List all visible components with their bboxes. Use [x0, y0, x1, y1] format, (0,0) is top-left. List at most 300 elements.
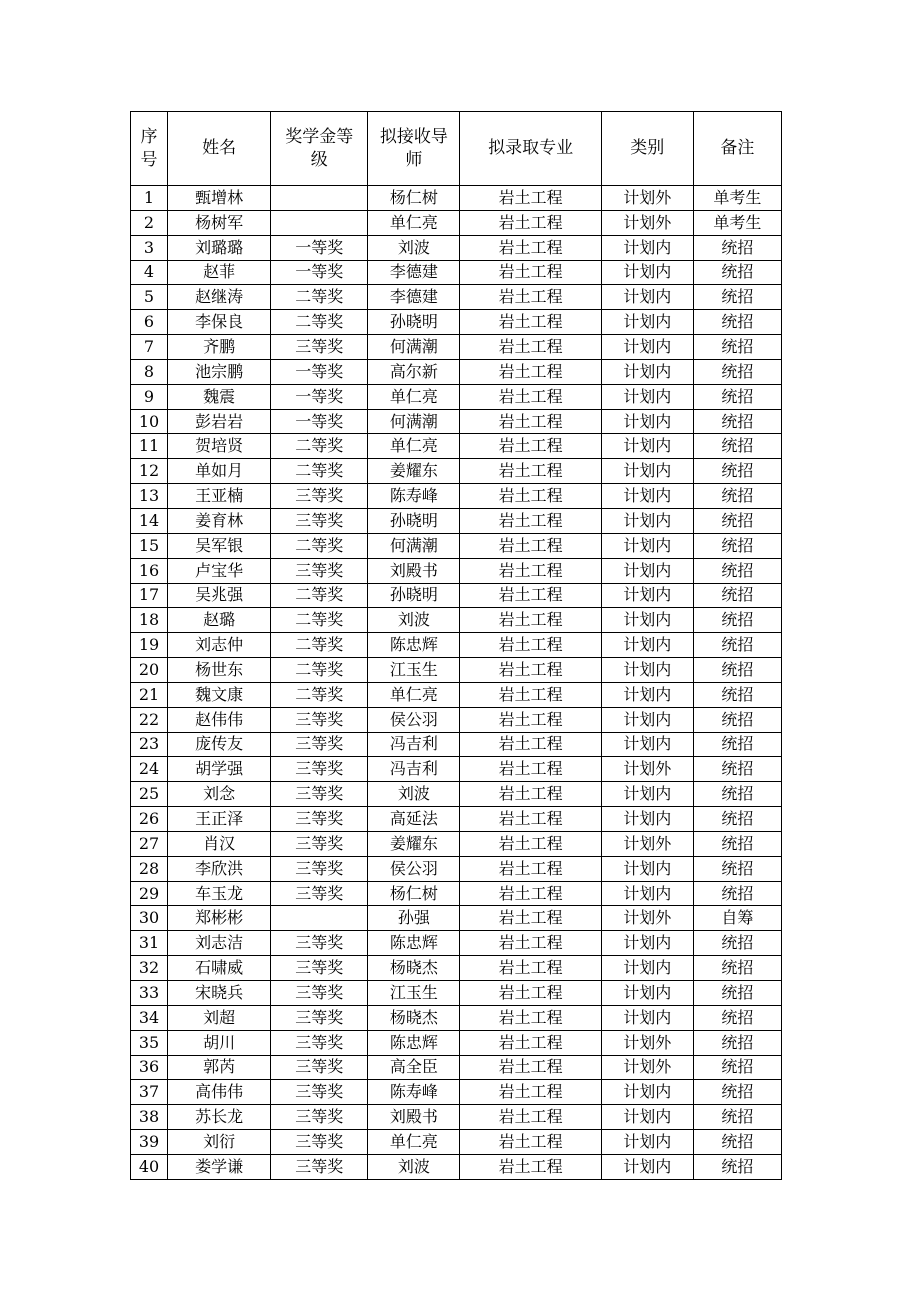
cell-category: 计划内: [601, 931, 693, 956]
table-row: [131, 757, 782, 782]
cell-supervisor: 单仁亮: [368, 210, 460, 235]
cell-note: 统招: [693, 384, 781, 409]
cell-major: 岩土工程: [460, 682, 601, 707]
cell-major: 岩土工程: [460, 409, 601, 434]
cell-supervisor: 杨仁树: [368, 881, 460, 906]
cell-award: 三等奖: [271, 707, 368, 732]
cell-category: 计划内: [601, 1130, 693, 1155]
cell-seq: 20: [131, 658, 168, 683]
cell-note: 统招: [693, 285, 781, 310]
header-major: 拟录取专业: [460, 112, 601, 186]
cell-award: 二等奖: [271, 285, 368, 310]
table-row: [131, 1005, 782, 1030]
cell-category: 计划外: [601, 757, 693, 782]
cell-seq: 17: [131, 583, 168, 608]
cell-category: 计划内: [601, 235, 693, 260]
cell-category: 计划外: [601, 210, 693, 235]
table-row: [131, 906, 782, 931]
cell-name: 胡学强: [168, 757, 271, 782]
cell-name: 宋晓兵: [168, 981, 271, 1006]
cell-supervisor: 姜耀东: [368, 831, 460, 856]
table-row: [131, 931, 782, 956]
header-category: 类别: [601, 112, 693, 186]
cell-category: 计划外: [601, 1030, 693, 1055]
cell-category: 计划内: [601, 981, 693, 1006]
cell-name: 卢宝华: [168, 558, 271, 583]
cell-supervisor: 刘波: [368, 608, 460, 633]
cell-supervisor: 陈忠辉: [368, 1030, 460, 1055]
cell-note: 统招: [693, 881, 781, 906]
table-row: [131, 1154, 782, 1179]
cell-award: 一等奖: [271, 409, 368, 434]
cell-seq: 18: [131, 608, 168, 633]
table-row: [131, 981, 782, 1006]
table-row: [131, 1055, 782, 1080]
cell-note: 统招: [693, 359, 781, 384]
cell-award: 三等奖: [271, 782, 368, 807]
cell-category: 计划内: [601, 260, 693, 285]
cell-seq: 29: [131, 881, 168, 906]
cell-supervisor: 江玉生: [368, 981, 460, 1006]
cell-name: 石啸威: [168, 956, 271, 981]
cell-supervisor: 冯吉利: [368, 757, 460, 782]
cell-seq: 19: [131, 633, 168, 658]
cell-category: 计划内: [601, 633, 693, 658]
cell-seq: 5: [131, 285, 168, 310]
cell-supervisor: 刘波: [368, 235, 460, 260]
cell-award: 三等奖: [271, 508, 368, 533]
cell-note: 统招: [693, 856, 781, 881]
cell-name: 刘超: [168, 1005, 271, 1030]
cell-supervisor: 侯公羽: [368, 856, 460, 881]
cell-category: 计划内: [601, 508, 693, 533]
cell-award: 三等奖: [271, 981, 368, 1006]
cell-category: 计划外: [601, 831, 693, 856]
cell-note: 统招: [693, 1030, 781, 1055]
cell-award: 三等奖: [271, 1154, 368, 1179]
cell-major: 岩土工程: [460, 359, 601, 384]
cell-note: 统招: [693, 707, 781, 732]
cell-major: 岩土工程: [460, 210, 601, 235]
header-row: [131, 112, 782, 186]
cell-name: 刘志洁: [168, 931, 271, 956]
table-row: [131, 856, 782, 881]
cell-seq: 32: [131, 956, 168, 981]
cell-major: 岩土工程: [460, 335, 601, 360]
cell-note: 统招: [693, 956, 781, 981]
cell-name: 赵菲: [168, 260, 271, 285]
cell-major: 岩土工程: [460, 1055, 601, 1080]
cell-supervisor: 杨仁树: [368, 186, 460, 211]
cell-name: 吴军银: [168, 533, 271, 558]
cell-award: [271, 210, 368, 235]
table-row: [131, 782, 782, 807]
cell-category: 计划内: [601, 682, 693, 707]
table-row: [131, 1105, 782, 1130]
cell-note: 统招: [693, 807, 781, 832]
table-row: [131, 583, 782, 608]
cell-note: 单考生: [693, 186, 781, 211]
cell-category: 计划内: [601, 310, 693, 335]
cell-note: 统招: [693, 235, 781, 260]
cell-major: 岩土工程: [460, 1080, 601, 1105]
cell-major: 岩土工程: [460, 384, 601, 409]
cell-note: 统招: [693, 757, 781, 782]
table-row: [131, 434, 782, 459]
table-row: [131, 235, 782, 260]
cell-award: 二等奖: [271, 583, 368, 608]
cell-award: 三等奖: [271, 1105, 368, 1130]
cell-name: 彭岩岩: [168, 409, 271, 434]
cell-name: 庞传友: [168, 732, 271, 757]
cell-seq: 9: [131, 384, 168, 409]
cell-name: 贺培贤: [168, 434, 271, 459]
cell-supervisor: 单仁亮: [368, 384, 460, 409]
cell-seq: 6: [131, 310, 168, 335]
cell-supervisor: 何满潮: [368, 409, 460, 434]
cell-note: 统招: [693, 1005, 781, 1030]
cell-name: 姜育林: [168, 508, 271, 533]
cell-name: 车玉龙: [168, 881, 271, 906]
cell-name: 王亚楠: [168, 484, 271, 509]
cell-award: 三等奖: [271, 558, 368, 583]
cell-supervisor: 陈寿峰: [368, 484, 460, 509]
cell-major: 岩土工程: [460, 981, 601, 1006]
cell-supervisor: 何满潮: [368, 335, 460, 360]
cell-name: 苏长龙: [168, 1105, 271, 1130]
cell-note: 统招: [693, 682, 781, 707]
cell-category: 计划内: [601, 384, 693, 409]
cell-name: 魏震: [168, 384, 271, 409]
cell-name: 赵璐: [168, 608, 271, 633]
cell-note: 自筹: [693, 906, 781, 931]
cell-seq: 24: [131, 757, 168, 782]
cell-seq: 31: [131, 931, 168, 956]
cell-seq: 3: [131, 235, 168, 260]
cell-seq: 25: [131, 782, 168, 807]
cell-category: 计划内: [601, 732, 693, 757]
table-row: [131, 359, 782, 384]
cell-category: 计划内: [601, 881, 693, 906]
cell-category: 计划内: [601, 782, 693, 807]
cell-seq: 26: [131, 807, 168, 832]
table-row: [131, 310, 782, 335]
cell-name: 王正泽: [168, 807, 271, 832]
cell-major: 岩土工程: [460, 856, 601, 881]
cell-supervisor: 刘殿书: [368, 558, 460, 583]
cell-award: 三等奖: [271, 1130, 368, 1155]
table-row: [131, 285, 782, 310]
cell-category: 计划内: [601, 533, 693, 558]
cell-seq: 40: [131, 1154, 168, 1179]
table-row: [131, 608, 782, 633]
table-row: [131, 508, 782, 533]
cell-major: 岩土工程: [460, 235, 601, 260]
cell-category: 计划内: [601, 434, 693, 459]
table-row: [131, 732, 782, 757]
cell-category: 计划内: [601, 583, 693, 608]
cell-award: [271, 906, 368, 931]
cell-note: 统招: [693, 1130, 781, 1155]
cell-seq: 27: [131, 831, 168, 856]
cell-award: 三等奖: [271, 1030, 368, 1055]
cell-supervisor: 李德建: [368, 260, 460, 285]
cell-seq: 10: [131, 409, 168, 434]
cell-award: 一等奖: [271, 359, 368, 384]
cell-category: 计划内: [601, 707, 693, 732]
cell-name: 胡川: [168, 1030, 271, 1055]
cell-name: 魏文康: [168, 682, 271, 707]
cell-major: 岩土工程: [460, 956, 601, 981]
cell-award: 二等奖: [271, 682, 368, 707]
cell-supervisor: 刘波: [368, 1154, 460, 1179]
cell-name: 刘志仲: [168, 633, 271, 658]
cell-category: 计划外: [601, 186, 693, 211]
cell-supervisor: 姜耀东: [368, 459, 460, 484]
table-row: [131, 831, 782, 856]
cell-major: 岩土工程: [460, 260, 601, 285]
cell-note: 统招: [693, 1154, 781, 1179]
cell-award: 三等奖: [271, 732, 368, 757]
table-row: [131, 956, 782, 981]
cell-seq: 39: [131, 1130, 168, 1155]
cell-major: 岩土工程: [460, 285, 601, 310]
table-row: [131, 533, 782, 558]
cell-award: 三等奖: [271, 856, 368, 881]
cell-award: 三等奖: [271, 484, 368, 509]
cell-category: 计划内: [601, 359, 693, 384]
cell-supervisor: 孙晓明: [368, 310, 460, 335]
cell-supervisor: 孙晓明: [368, 583, 460, 608]
cell-major: 岩土工程: [460, 484, 601, 509]
cell-award: 二等奖: [271, 310, 368, 335]
cell-category: 计划内: [601, 658, 693, 683]
cell-supervisor: 侯公羽: [368, 707, 460, 732]
cell-major: 岩土工程: [460, 782, 601, 807]
cell-seq: 15: [131, 533, 168, 558]
table-row: [131, 658, 782, 683]
cell-category: 计划外: [601, 1055, 693, 1080]
cell-seq: 4: [131, 260, 168, 285]
cell-note: 统招: [693, 459, 781, 484]
cell-note: 统招: [693, 260, 781, 285]
header-name: 姓名: [168, 112, 271, 186]
cell-category: 计划内: [601, 459, 693, 484]
cell-seq: 36: [131, 1055, 168, 1080]
cell-note: 统招: [693, 931, 781, 956]
cell-award: 三等奖: [271, 931, 368, 956]
cell-seq: 21: [131, 682, 168, 707]
cell-major: 岩土工程: [460, 707, 601, 732]
cell-major: 岩土工程: [460, 658, 601, 683]
table-row: [131, 409, 782, 434]
cell-award: 二等奖: [271, 658, 368, 683]
cell-note: 统招: [693, 508, 781, 533]
cell-supervisor: 陈忠辉: [368, 633, 460, 658]
cell-supervisor: 刘波: [368, 782, 460, 807]
cell-note: 统招: [693, 409, 781, 434]
cell-supervisor: 李德建: [368, 285, 460, 310]
cell-supervisor: 江玉生: [368, 658, 460, 683]
cell-major: 岩土工程: [460, 186, 601, 211]
cell-supervisor: 高全臣: [368, 1055, 460, 1080]
cell-seq: 38: [131, 1105, 168, 1130]
cell-major: 岩土工程: [460, 1005, 601, 1030]
cell-name: 甄增林: [168, 186, 271, 211]
cell-supervisor: 杨晓杰: [368, 1005, 460, 1030]
cell-note: 统招: [693, 732, 781, 757]
cell-supervisor: 杨晓杰: [368, 956, 460, 981]
table-row: [131, 807, 782, 832]
table-row: [131, 682, 782, 707]
cell-note: 统招: [693, 533, 781, 558]
table-row: [131, 186, 782, 211]
cell-award: 三等奖: [271, 1055, 368, 1080]
cell-category: 计划内: [601, 484, 693, 509]
cell-major: 岩土工程: [460, 881, 601, 906]
cell-award: 三等奖: [271, 881, 368, 906]
table-row: [131, 707, 782, 732]
cell-category: 计划内: [601, 1105, 693, 1130]
cell-note: 统招: [693, 608, 781, 633]
cell-seq: 22: [131, 707, 168, 732]
cell-supervisor: 孙晓明: [368, 508, 460, 533]
cell-award: 一等奖: [271, 235, 368, 260]
cell-name: 郭芮: [168, 1055, 271, 1080]
cell-award: 二等奖: [271, 533, 368, 558]
cell-major: 岩土工程: [460, 1105, 601, 1130]
cell-seq: 1: [131, 186, 168, 211]
cell-name: 高伟伟: [168, 1080, 271, 1105]
cell-seq: 28: [131, 856, 168, 881]
table-row: [131, 1130, 782, 1155]
cell-note: 统招: [693, 484, 781, 509]
cell-note: 统招: [693, 981, 781, 1006]
table-row: [131, 1080, 782, 1105]
cell-major: 岩土工程: [460, 583, 601, 608]
cell-category: 计划内: [601, 558, 693, 583]
table-row: [131, 633, 782, 658]
cell-award: 三等奖: [271, 757, 368, 782]
cell-supervisor: 孙强: [368, 906, 460, 931]
cell-note: 统招: [693, 831, 781, 856]
cell-name: 赵伟伟: [168, 707, 271, 732]
cell-award: 三等奖: [271, 335, 368, 360]
cell-category: 计划内: [601, 335, 693, 360]
cell-seq: 11: [131, 434, 168, 459]
cell-name: 杨世东: [168, 658, 271, 683]
cell-category: 计划内: [601, 285, 693, 310]
cell-name: 刘璐璐: [168, 235, 271, 260]
cell-supervisor: 刘殿书: [368, 1105, 460, 1130]
cell-award: 三等奖: [271, 1005, 368, 1030]
cell-category: 计划内: [601, 1080, 693, 1105]
cell-supervisor: 陈寿峰: [368, 1080, 460, 1105]
cell-name: 吴兆强: [168, 583, 271, 608]
cell-supervisor: 单仁亮: [368, 682, 460, 707]
cell-category: 计划内: [601, 856, 693, 881]
cell-seq: 34: [131, 1005, 168, 1030]
cell-note: 统招: [693, 658, 781, 683]
cell-supervisor: 冯吉利: [368, 732, 460, 757]
cell-note: 统招: [693, 782, 781, 807]
cell-note: 统招: [693, 1105, 781, 1130]
table-row: [131, 459, 782, 484]
cell-supervisor: 单仁亮: [368, 434, 460, 459]
header-note: 备注: [693, 112, 781, 186]
cell-seq: 14: [131, 508, 168, 533]
table-row: [131, 384, 782, 409]
header-award: 奖学金等 级: [271, 112, 368, 186]
cell-major: 岩土工程: [460, 508, 601, 533]
cell-seq: 30: [131, 906, 168, 931]
cell-name: 肖汉: [168, 831, 271, 856]
table-row: [131, 335, 782, 360]
table-row: [131, 558, 782, 583]
cell-award: 三等奖: [271, 807, 368, 832]
cell-note: 单考生: [693, 210, 781, 235]
cell-major: 岩土工程: [460, 906, 601, 931]
cell-major: 岩土工程: [460, 931, 601, 956]
cell-name: 单如月: [168, 459, 271, 484]
cell-note: 统招: [693, 633, 781, 658]
cell-name: 李欣洪: [168, 856, 271, 881]
cell-award: 二等奖: [271, 608, 368, 633]
cell-major: 岩土工程: [460, 533, 601, 558]
cell-seq: 12: [131, 459, 168, 484]
cell-seq: 16: [131, 558, 168, 583]
cell-name: 刘衍: [168, 1130, 271, 1155]
table-row: [131, 484, 782, 509]
cell-award: [271, 186, 368, 211]
cell-award: 二等奖: [271, 459, 368, 484]
cell-seq: 35: [131, 1030, 168, 1055]
cell-major: 岩土工程: [460, 732, 601, 757]
header-supervisor: 拟接收导 师: [368, 112, 460, 186]
cell-seq: 7: [131, 335, 168, 360]
cell-category: 计划内: [601, 1154, 693, 1179]
cell-note: 统招: [693, 558, 781, 583]
cell-name: 郑彬彬: [168, 906, 271, 931]
cell-seq: 33: [131, 981, 168, 1006]
cell-supervisor: 陈忠辉: [368, 931, 460, 956]
cell-seq: 8: [131, 359, 168, 384]
cell-major: 岩土工程: [460, 831, 601, 856]
cell-award: 三等奖: [271, 1080, 368, 1105]
cell-seq: 13: [131, 484, 168, 509]
table-row: [131, 881, 782, 906]
cell-category: 计划内: [601, 956, 693, 981]
cell-name: 刘念: [168, 782, 271, 807]
cell-note: 统招: [693, 434, 781, 459]
cell-award: 一等奖: [271, 384, 368, 409]
cell-name: 杨树军: [168, 210, 271, 235]
cell-seq: 23: [131, 732, 168, 757]
table-row: [131, 210, 782, 235]
cell-award: 三等奖: [271, 831, 368, 856]
cell-major: 岩土工程: [460, 310, 601, 335]
cell-name: 李保良: [168, 310, 271, 335]
cell-major: 岩土工程: [460, 434, 601, 459]
table-row: [131, 1030, 782, 1055]
cell-note: 统招: [693, 1080, 781, 1105]
cell-major: 岩土工程: [460, 459, 601, 484]
cell-category: 计划内: [601, 409, 693, 434]
cell-note: 统招: [693, 583, 781, 608]
cell-category: 计划内: [601, 608, 693, 633]
table-row: [131, 260, 782, 285]
cell-major: 岩土工程: [460, 807, 601, 832]
